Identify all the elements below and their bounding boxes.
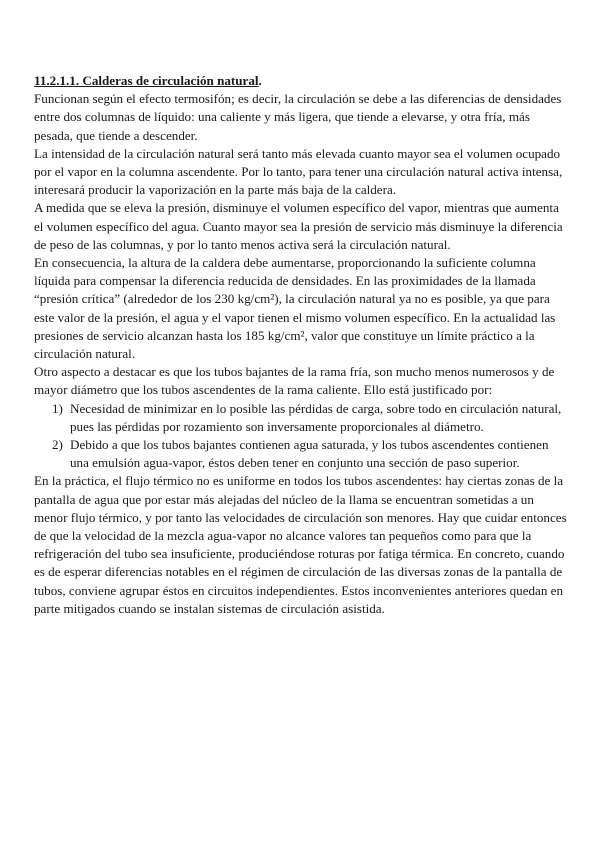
list-item [34, 436, 568, 472]
section-title: 11.2.1.1. Calderas de circulación natural [34, 73, 259, 88]
list-item-number: 1) [52, 400, 63, 416]
list-item-number: 2) [52, 437, 63, 453]
paragraph-pressure-effect: A medida que se eleva la presión, disminuye el volumen específico del vapor, mientras que aumenta el volumen específico del agua. Cuanto mayor sea la presión de servicio más disminuye la diferencia de peso de las columnas, y por lo tanto menos activa será la circulación natural. [34, 200, 563, 252]
justification-list [34, 400, 568, 473]
section-heading [34, 72, 568, 90]
list-item-text: Debido a que los tubos bajantes contienen agua saturada, y los tubos ascendentes contienen una emulsión agua-vapor, éstos deben tener en conjunto una sección de paso superior. [70, 437, 549, 471]
list-item [34, 400, 568, 436]
section-title-period: . [258, 73, 262, 88]
list-item-text: Necesidad de minimizar en lo posible las pérdidas de carga, sobre todo en circulación natural, pues las pérdidas por rozamiento son inversamente proporcionales al diámetro. [70, 400, 562, 434]
paragraph-critical-pressure: En consecuencia, la altura de la caldera debe aumentarse, proporcionando la suficiente columna líquida para compensar la diferencia reducida de densidades. En las proximidades de la llamada “presión crítica” (alrededor de los 230 kg/cm²), la circulación natural ya no es posible, ya que para este valor de la presión, el agua y el vapor tienen el mismo volumen específico. En la actualidad las presiones de servicio alcanzan hasta los 185 kg/cm², valor que constituye un límite práctico a la circulación natural. [34, 255, 556, 362]
document-page [34, 72, 568, 618]
paragraph-thermal-flux: En la práctica, el flujo térmico no es uniforme en todos los tubos ascendentes: hay ciertas zonas de la pantalla de agua que por estar más alejadas del núcleo de la llama se encuentran sometidas a un menor flujo térmico, y por tanto las velocidades de circulación son menores. Hay que cuidar entonces de que la velocidad de la mezcla agua-vapor no alcance valores tan pequeños como para que la refrigeración del tubo sea insuficiente, produciéndose roturas por fatiga térmica. En concreto, cuando es de esperar diferencias notables en el régimen de circulación de las diversas zonas de la pantalla de tubos, conviene agrupar éstos en circuitos independientes. Estos inconvenientes anteriores quedan en parte mitigados cuando se instalan sistemas de circulación asistida. [34, 473, 567, 616]
paragraph-downcomer-tubes: Otro aspecto a destacar es que los tubos bajantes de la rama fría, son mucho menos numerosos y de mayor diámetro que los tubos ascendentes de la rama caliente. Ello está justificado por: [34, 364, 555, 398]
paragraph-circulation-intensity: La intensidad de la circulación natural será tanto más elevada cuanto mayor sea el volumen ocupado por el vapor en la columna ascendente. Por lo tanto, para tener una circulación natural activa intensa, interesará producir la vaporización en la parte más baja de la caldera. [34, 145, 563, 198]
paragraph-thermosiphon: Funcionan según el efecto termosifón; es decir, la circulación se debe a las diferencias de densidades entre dos columnas de líquido: una caliente y más ligera, que tiende a elevarse, y otra fría, más pesada, que tiende a descender. [34, 91, 562, 143]
